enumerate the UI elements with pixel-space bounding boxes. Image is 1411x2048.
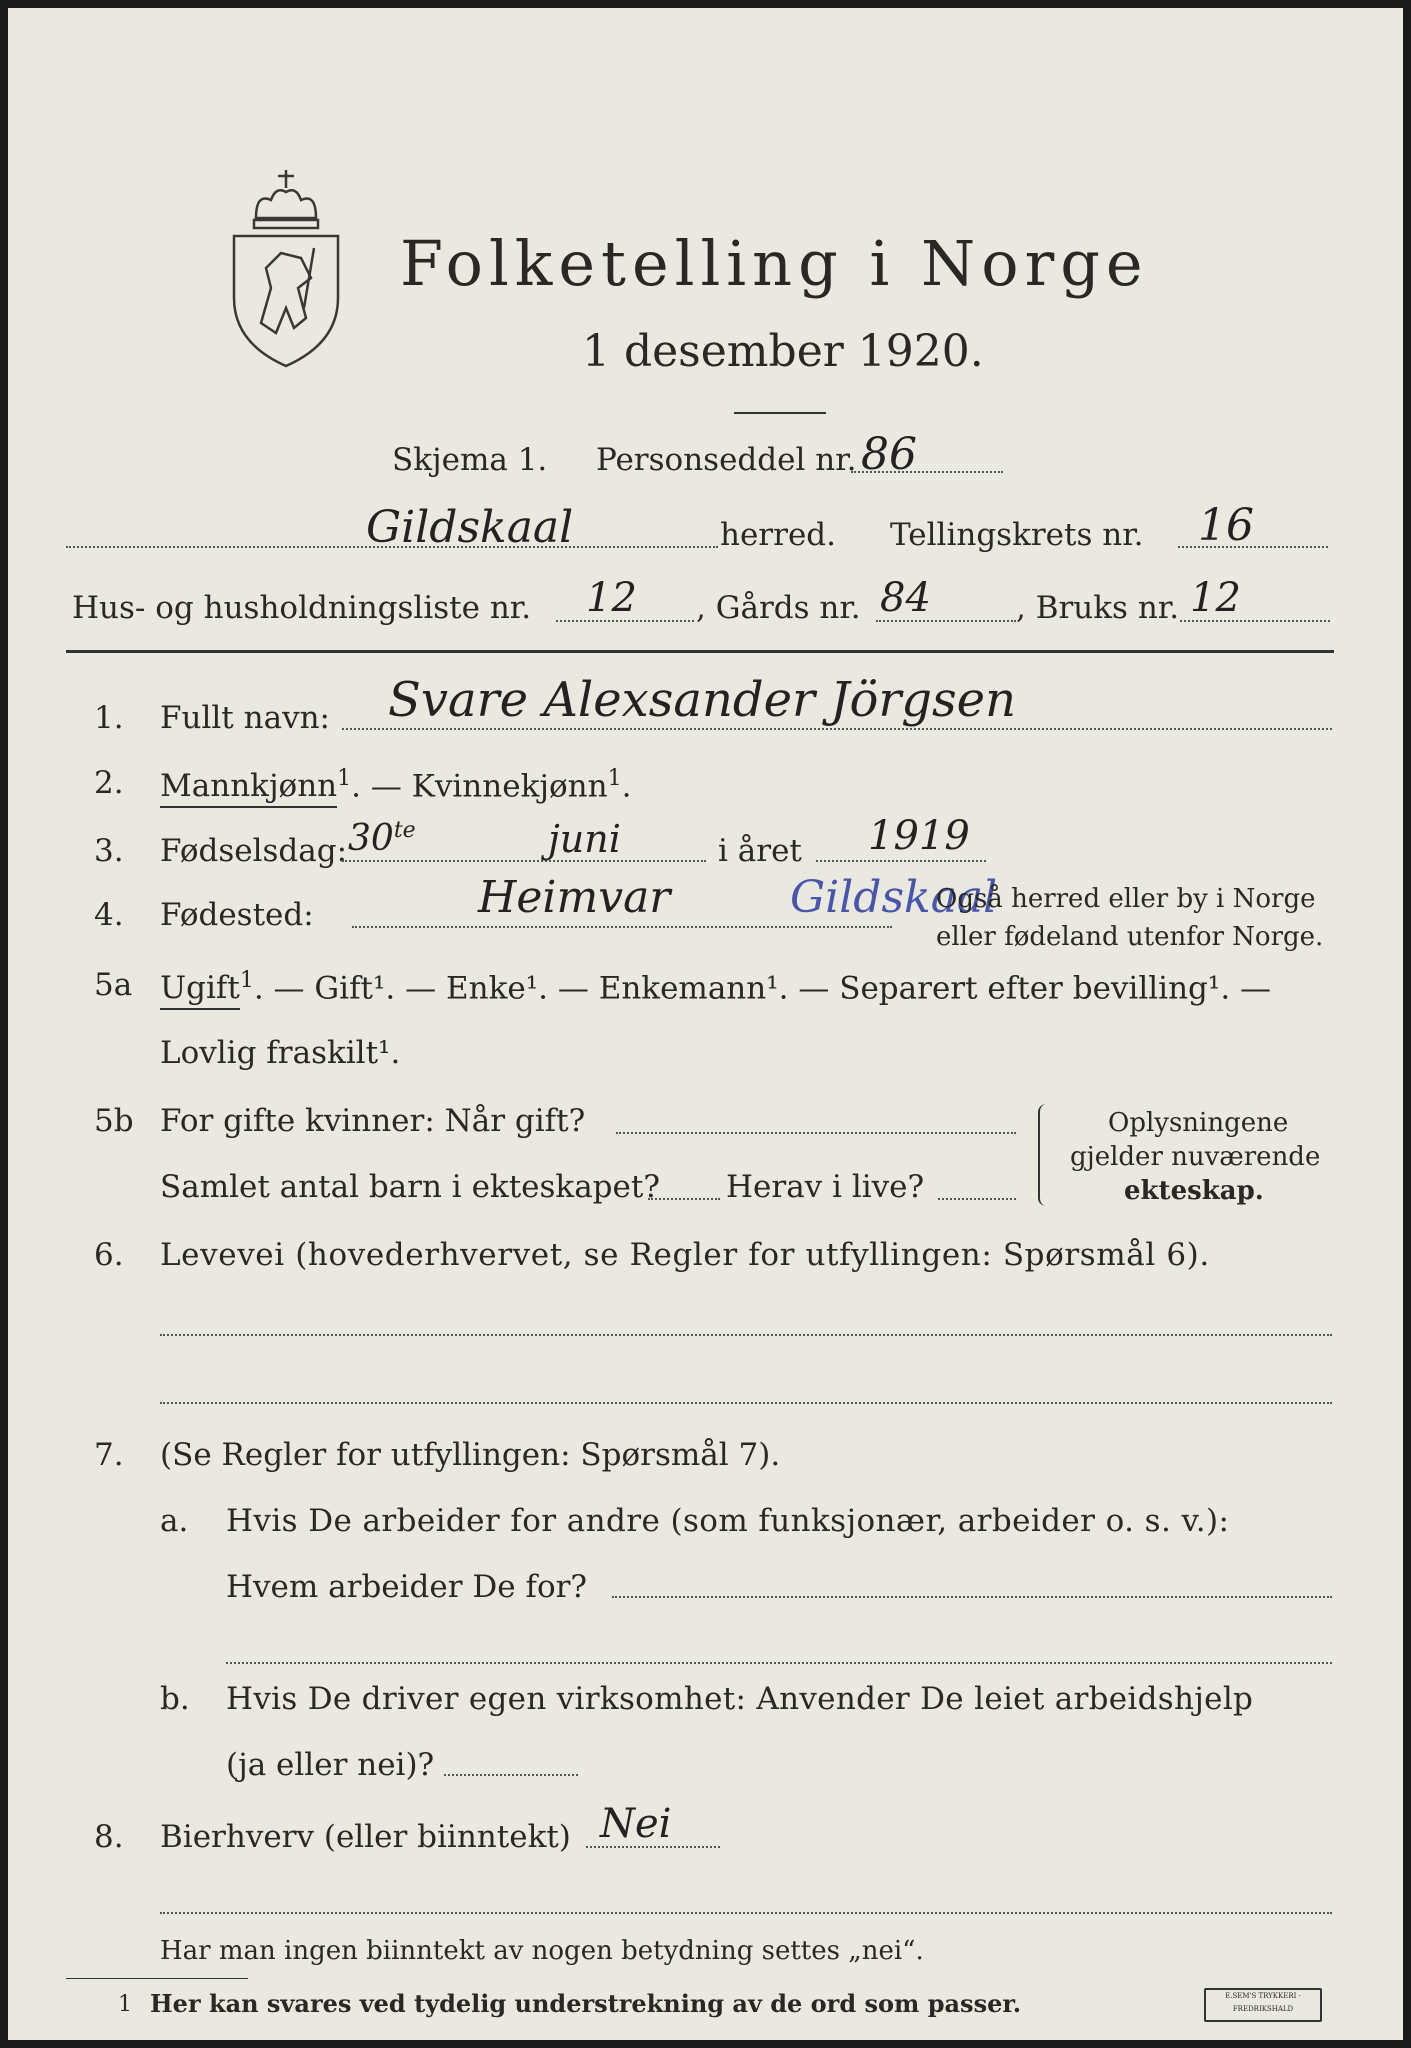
personseddel-value: 86 <box>861 429 917 480</box>
q2-male: Mannkjønn <box>160 768 337 808</box>
footnote-divider <box>66 1978 248 1979</box>
q4-value-2: Gildskaal <box>790 872 998 923</box>
q3-year-line <box>816 860 986 862</box>
footer-note: Har man ingen biinntekt av nogen betydning settes „nei“. <box>160 1936 924 1966</box>
q4-line <box>352 926 892 928</box>
personseddel-label: Personseddel nr. <box>596 442 857 478</box>
herred-value: Gildskaal <box>366 502 574 553</box>
q3-year: 1919 <box>868 813 970 859</box>
q5b-number: 5b <box>94 1103 134 1139</box>
schema-label: Skjema 1. <box>392 442 548 478</box>
q7a-number: a. <box>160 1503 189 1539</box>
q5b-alive-line <box>938 1198 1016 1200</box>
form-date: 1 desember 1920. <box>582 326 984 377</box>
q5b-line-1: For gifte kvinner: Når gift? <box>160 1103 586 1139</box>
bruks-value: 12 <box>1190 575 1241 621</box>
q8-label: Bierhverv (eller biinntekt) <box>160 1819 571 1855</box>
q7b-number: b. <box>160 1681 190 1717</box>
q5a-line-2: Lovlig fraskilt¹. <box>160 1035 401 1071</box>
q5b-line-2b: Herav i live? <box>726 1169 925 1205</box>
q4-label: Fødested: <box>160 897 314 933</box>
q5b-note-1: Oplysningene <box>1108 1108 1289 1138</box>
liste-value: 12 <box>586 575 637 621</box>
q1-label: Fullt navn: <box>160 700 330 736</box>
q3-day-sup: te <box>393 818 416 843</box>
q2-end: . <box>621 768 632 805</box>
header-divider <box>66 650 1334 653</box>
q5a-options: . — Gift¹. — Enke¹. — Enkemann¹. — Separert efter bevilling¹. — <box>253 970 1272 1007</box>
q7-label: (Se Regler for utfyllingen: Spørsmål 7). <box>160 1437 781 1473</box>
q3-number: 3. <box>94 833 124 869</box>
q5a-line-1: Ugift$^1$. — Gift¹. — Enke¹. — Enkemann¹. — Separert efter bevilling¹. — <box>160 970 1271 1004</box>
tellingskrets-label: Tellingskrets nr. <box>890 517 1144 553</box>
q7b-line-1: Hvis De driver egen virksomhet: Anvender De leiet arbeidshjelp <box>226 1681 1254 1717</box>
gards-value: 84 <box>880 575 931 621</box>
q5a-number: 5a <box>94 967 133 1003</box>
printer-stamp-text: E.SEM'S TRYKKERI · FREDRIKSHALD <box>1225 1992 1301 2013</box>
q3-month: juni <box>548 817 621 861</box>
q4-number: 4. <box>94 897 124 933</box>
q3-day: $30^{te}$ <box>348 818 416 859</box>
q4-note-2: eller fødeland utenfor Norge. <box>936 922 1324 952</box>
q1-number: 1. <box>94 700 124 736</box>
census-form <box>8 8 1403 2040</box>
footnote-number: 1 <box>118 1992 132 2017</box>
tellingskrets-value: 16 <box>1198 500 1254 551</box>
q2-number: 2. <box>94 765 124 801</box>
printer-stamp <box>1204 1988 1322 2022</box>
q3-label: Fødselsdag: <box>160 833 348 869</box>
q2-female: Kvinnekjønn <box>411 768 608 805</box>
q7b-line-2: (ja eller nei)? <box>226 1747 435 1783</box>
herred-label: herred. <box>720 517 836 553</box>
liste-label: Hus- og husholdningsliste nr. <box>72 590 532 626</box>
q6-line-2 <box>160 1402 1332 1404</box>
q6-number: 6. <box>94 1237 124 1273</box>
q5b-bracket <box>1038 1104 1050 1206</box>
bruks-label: , Bruks nr. <box>1016 590 1180 626</box>
q8-value: Nei <box>600 1801 672 1847</box>
q8-number: 8. <box>94 1819 124 1855</box>
q5b-when-line <box>616 1132 1016 1134</box>
q1-line <box>342 728 1332 730</box>
q3-day-line <box>342 860 706 862</box>
q5a-ugift: Ugift <box>160 970 240 1010</box>
q5b-line-2a: Samlet antal barn i ekteskapet? <box>160 1169 660 1205</box>
coat-of-arms-icon <box>226 158 346 373</box>
gards-label: , Gårds nr. <box>696 590 861 626</box>
q4-value: Heimvar <box>478 872 671 923</box>
q5b-children-line <box>648 1198 720 1200</box>
q7a-line-extra <box>226 1662 1332 1664</box>
q6-label: Levevei (hovederhvervet, se Regler for utfyllingen: Spørsmål 6). <box>160 1237 1210 1273</box>
q6-line-1 <box>160 1334 1332 1336</box>
footnote-text: Her kan svares ved tydelig understrekning av de ord som passer. <box>150 1989 1022 2018</box>
q5b-note-3: ekteskap. <box>1124 1176 1264 1206</box>
q8-line-extra <box>160 1912 1332 1914</box>
q2-options: Mannkjønn$^1$. — Kvinnekjønn$^1$. <box>160 768 631 802</box>
q3-year-label: i året <box>718 833 802 869</box>
form-title: Folketelling i Norge <box>400 227 1149 300</box>
q1-value: Svare Alexsander Jörgsen <box>388 672 1016 728</box>
q5b-note-2: gjelder nuværende <box>1070 1142 1321 1172</box>
q7a-line <box>612 1596 1332 1598</box>
q7-number: 7. <box>94 1437 124 1473</box>
q7b-line <box>444 1774 578 1776</box>
q7a-line-1: Hvis De arbeider for andre (som funksjonær, arbeider o. s. v.): <box>226 1503 1230 1539</box>
title-divider <box>734 412 826 414</box>
q2-sep: . — <box>351 768 412 805</box>
q4-note-1: Også herred eller by i Norge <box>936 884 1316 914</box>
q7a-line-2: Hvem arbeider De for? <box>226 1569 588 1605</box>
